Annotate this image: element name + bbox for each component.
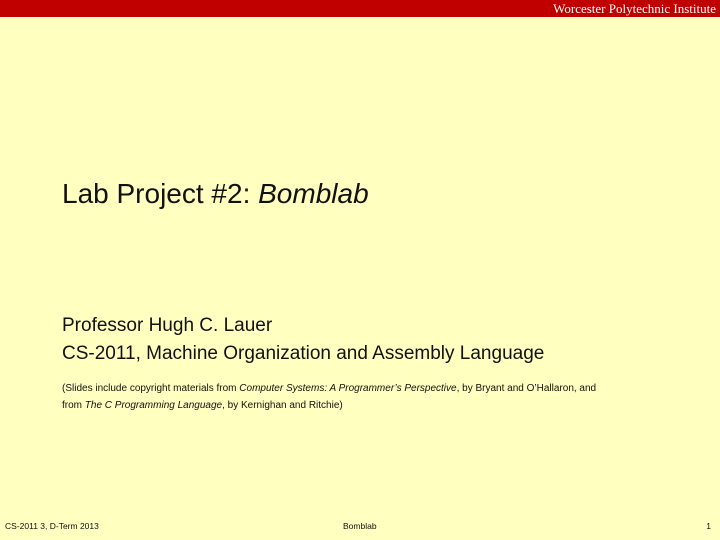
header-bar	[0, 0, 720, 17]
slide-title	[62, 176, 369, 212]
copyright-note	[62, 380, 682, 414]
book-title: Computer Systems: A Programmer’s Perspective	[239, 383, 457, 394]
note-line-2	[62, 397, 682, 414]
note-text: , by Bryant and O’Hallaron, and	[456, 383, 597, 394]
slide-number: 1	[706, 521, 711, 531]
footer-course: CS-2011 3, D-Term 2013	[5, 521, 99, 531]
title-emphasis: Bomblab	[258, 178, 369, 209]
note-text: from	[62, 400, 85, 411]
presenter-name: Professor Hugh C. Lauer	[62, 315, 273, 336]
note-line-1	[62, 380, 682, 397]
note-text: (Slides include copyright materials from	[62, 383, 240, 394]
note-text: , by Kernighan and Ritchie)	[222, 400, 343, 411]
book-title: The C Programming Language	[84, 400, 223, 411]
course-name: CS-2011, Machine Organization and Assembly Language	[62, 343, 545, 364]
footer-topic: Bomblab	[343, 521, 377, 531]
slide-subtitle	[62, 312, 544, 368]
title-prefix: Lab Project #2:	[62, 178, 259, 209]
institute-name: Worcester Polytechnic Institute	[553, 1, 716, 16]
